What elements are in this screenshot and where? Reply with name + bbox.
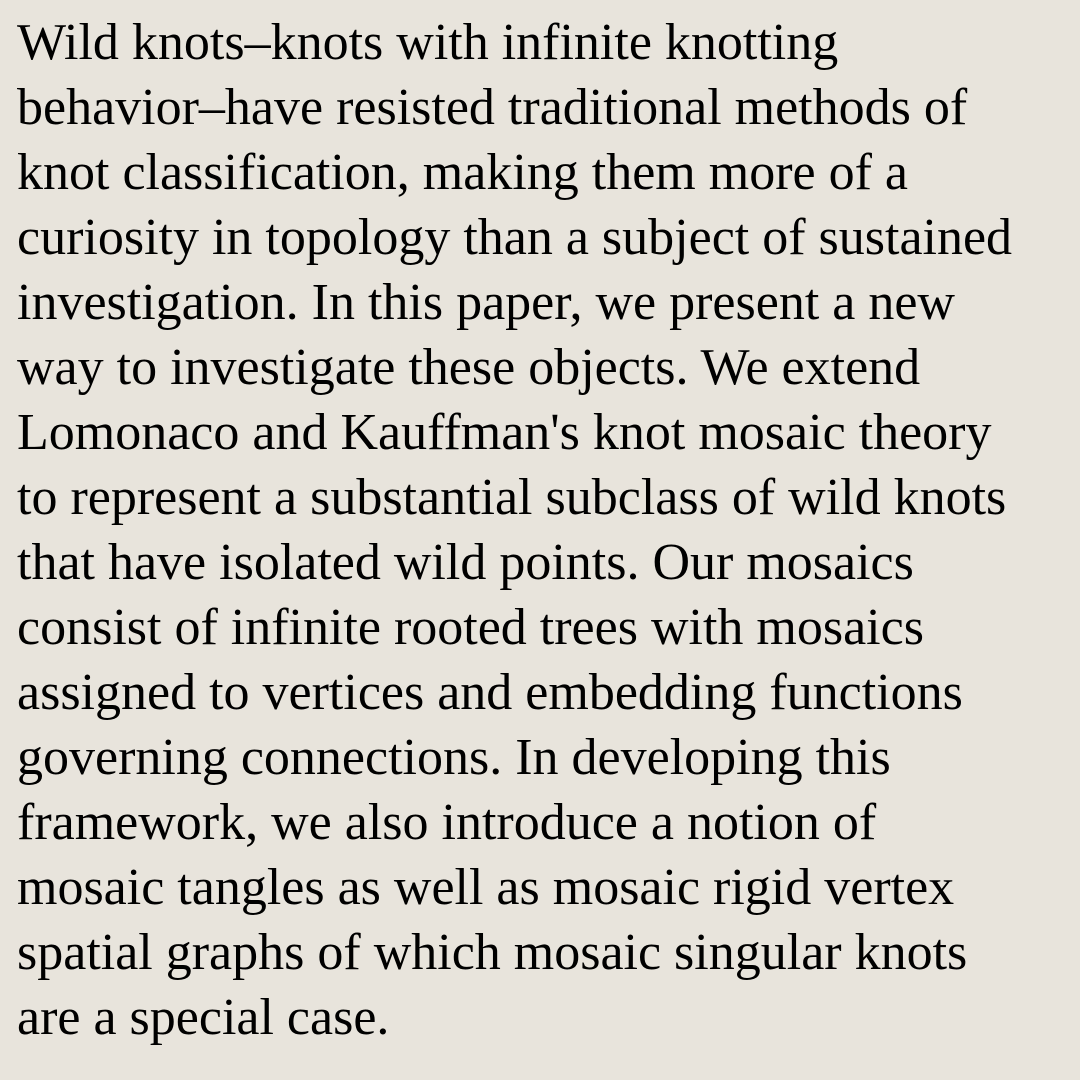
abstract-line: spatial graphs of which mosaic singular knots (17, 924, 968, 981)
abstract-line: behavior–have resisted traditional methods of (17, 79, 968, 136)
abstract-line: framework, we also introduce a notion of (17, 794, 877, 851)
abstract-line: consist of infinite rooted trees with mosaics (17, 599, 924, 656)
abstract-line: governing connections. In developing this (17, 729, 891, 786)
abstract-line: investigation. In this paper, we present a new (17, 274, 955, 331)
abstract-line: are a special case. (17, 989, 390, 1046)
abstract-line: to represent a substantial subclass of wild knots (17, 469, 1007, 526)
abstract-line: knot classification, making them more of a (17, 144, 908, 201)
abstract-line: Wild knots–knots with infinite knotting (17, 14, 839, 71)
abstract-line: Lomonaco and Kauffman's knot mosaic theory (17, 404, 992, 461)
abstract-line: that have isolated wild points. Our mosaics (17, 534, 914, 591)
abstract-line: way to investigate these objects. We extend (17, 339, 921, 396)
abstract-line: curiosity in topology than a subject of sustained (17, 209, 1013, 266)
abstract-text (17, 10, 1077, 1050)
abstract-line: mosaic tangles as well as mosaic rigid vertex (17, 859, 955, 916)
abstract-line: assigned to vertices and embedding functions (17, 664, 963, 721)
